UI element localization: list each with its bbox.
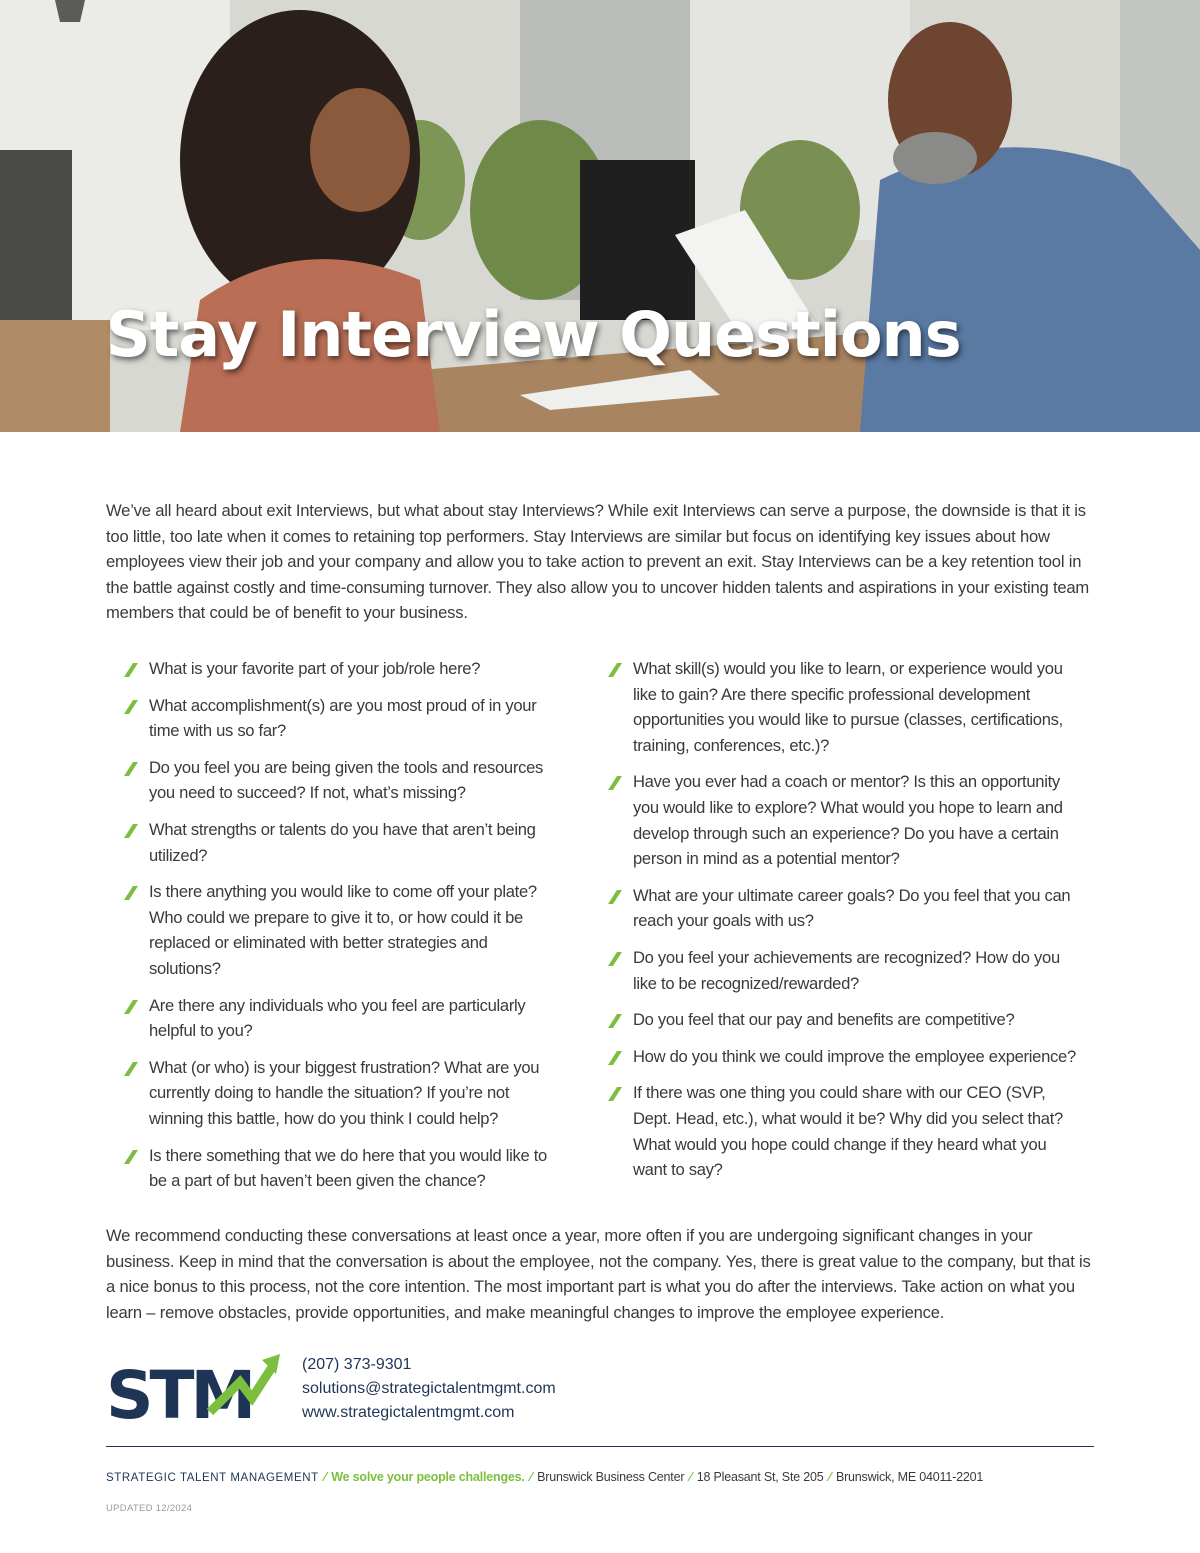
stm-logo (106, 1354, 282, 1422)
question-text: If there was one thing you could share with our CEO (SVP, Dept. Head, etc.), what would it be? Why did you select that? What would you hope could change if they heard what you want to say? (633, 1083, 1063, 1180)
green-slash-icon (608, 890, 622, 904)
question-item (608, 1080, 1078, 1182)
question-item (124, 879, 554, 981)
slash-separator-icon: ⁄ (324, 1470, 326, 1484)
slash-separator-icon: ⁄ (689, 1470, 692, 1484)
question-item (124, 993, 554, 1044)
green-slash-icon (124, 700, 138, 714)
phone-link[interactable]: (207) 373-9301 (302, 1356, 412, 1373)
question-item (608, 656, 1078, 758)
question-text: What accomplishment(s) are you most proud of in your time with us so far? (149, 695, 537, 741)
footer-street: 18 Pleasant St, Ste 205 (696, 1470, 824, 1484)
question-text: Do you feel that our pay and benefits are competitive? (633, 1010, 1015, 1030)
question-item (124, 1055, 554, 1132)
email-link[interactable]: solutions@strategictalentmgmt.com (302, 1380, 556, 1397)
question-text: Is there something that we do here that you would like to be a part of but haven’t been given the chance? (149, 1145, 547, 1191)
question-text: Do you feel you are being given the tools and resources you need to succeed? If not, what’s missing? (149, 757, 543, 803)
slash-separator-icon: ⁄ (828, 1470, 831, 1484)
closing-paragraph: We recommend conducting these conversations at least once a year, more often if you are undergoing significant changes in your business. Keep in mind that the conversation is about the employee, not the company. Yes, there is great value to the company, but that is a nice bonus to this process, not the core intention. The most important part is what you do after the interviews. Take action on what you learn – remove obstacles, provide opportunities, and make meaningful changes to improve the employee experience. (106, 1226, 1091, 1322)
question-text: How do you think we could improve the employee experience? (633, 1046, 1076, 1066)
question-item (608, 883, 1078, 934)
contact-block (302, 1353, 556, 1425)
question-item (124, 693, 554, 744)
question-text: What (or who) is your biggest frustration? What are you currently doing to handle the situation? If you’re not winning this battle, how do you think I could help? (149, 1057, 540, 1128)
green-slash-icon (124, 762, 138, 776)
question-text: Do you feel your achievements are recognized? How do you like to be recognized/rewarded? (633, 947, 1060, 993)
question-item (124, 755, 554, 806)
website-link[interactable]: www.strategictalentmgmt.com (302, 1404, 515, 1421)
updated-date: UPDATED 12/2024 (106, 1503, 193, 1514)
question-item (124, 656, 554, 682)
footer-location: Brunswick Business Center (537, 1470, 685, 1484)
question-text: What skill(s) would you like to learn, or experience would you like to gain? Are there specific professional development opportunities you would like to pursue (classes, certifications, training, conferences, etc.)? (633, 659, 1063, 755)
question-item (608, 1007, 1078, 1033)
footer-line (106, 1470, 983, 1484)
footer-brand: STRATEGIC TALENT MANAGEMENT (106, 1472, 319, 1484)
footer-city: Brunswick, ME 04011-2201 (835, 1470, 984, 1484)
green-slash-icon (124, 1150, 138, 1164)
logo-text: STM (106, 1357, 253, 1422)
question-text: What is your favorite part of your job/role here? (149, 659, 481, 678)
green-slash-icon (124, 824, 138, 838)
questions-left-column (124, 656, 554, 1205)
questions-right-column (608, 656, 1078, 1194)
question-item (608, 769, 1078, 871)
green-slash-icon (608, 663, 622, 677)
footer-divider (106, 1446, 1094, 1447)
question-text: Are there any individuals who you feel are particularly helpful to you? (149, 995, 526, 1041)
green-slash-icon (608, 1014, 622, 1028)
green-slash-icon (124, 663, 138, 677)
footer-tagline: We solve your people challenges. (331, 1470, 525, 1484)
question-item (124, 817, 554, 868)
question-item (608, 1044, 1078, 1070)
green-slash-icon (608, 1051, 622, 1065)
question-text: What are your ultimate career goals? Do you feel that you can reach your goals with us? (633, 885, 1071, 931)
intro-paragraph: We’ve all heard about exit Interviews, but what about stay Interviews? While exit Interviews can serve a purpose, the downside is that it is too little, too late when it comes to retaining top performers. Stay Interviews are similar but focus on identifying key issues about how employees view their job and your company and allow you to take action to prevent an exit. Stay Interviews can be a key retention tool in the battle against costly and time-consuming turnover. They also allow you to uncover hidden talents and aspirations in your existing team members that could be of benefit to your business. (106, 501, 1090, 623)
green-slash-icon (608, 952, 622, 966)
green-slash-icon (608, 776, 622, 790)
question-text: Have you ever had a coach or mentor? Is this an opportunity you would like to explore? What would you hope to learn and develop through such an experience? Do you have a certain person in mind as a potential mentor? (633, 772, 1063, 869)
question-item (124, 1143, 554, 1194)
question-item (608, 945, 1078, 996)
green-slash-icon (124, 1000, 138, 1014)
question-text: What strengths or talents do you have that aren’t being utilized? (149, 819, 536, 865)
green-slash-icon (124, 1062, 138, 1076)
green-slash-icon (608, 1087, 622, 1101)
green-slash-icon (124, 886, 138, 900)
slash-separator-icon: ⁄ (529, 1470, 532, 1484)
question-text: Is there anything you would like to come off your plate? Who could we prepare to give it to, or how could it be replaced or eliminated with better strategies and solutions? (149, 882, 537, 978)
hero-banner (0, 0, 1200, 432)
page-title: Stay Interview Questions (106, 298, 961, 371)
